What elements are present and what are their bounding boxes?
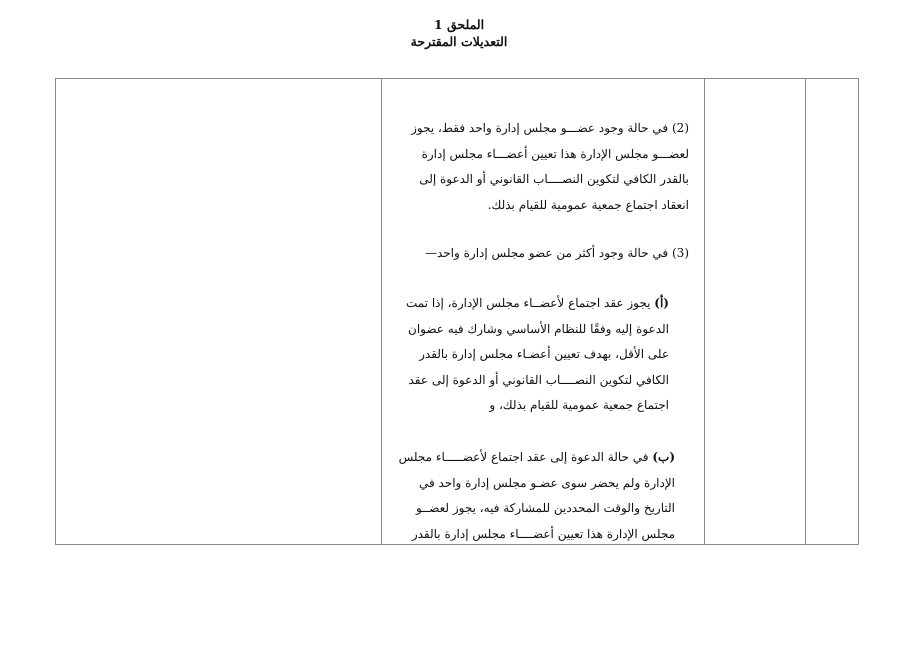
- subparagraph-a-line: على الأقل، بهدف تعيين أعضـاء مجلس إدارة بالقدر: [419, 347, 669, 361]
- subparagraph-b-label: (ب): [652, 450, 675, 464]
- subparagraph-a-text: يجوز عقد اجتماع لأعضــاء مجلس الإدارة، إذا تمت: [405, 296, 651, 310]
- paragraph-2: [389, 116, 689, 218]
- paragraph-2-line: انعقاد اجتماع جمعية عمومية للقيام بذلك.: [487, 197, 689, 212]
- paragraph-3-line: [389, 241, 689, 267]
- paragraph-3-text: في حالة وجود أكثر من عضو مجلس إدارة واحد—: [424, 246, 669, 260]
- paragraph-2-number: (2): [671, 121, 689, 135]
- subparagraph-a-line: الدعوة إليه وفقًا للنظام الأساسي وشارك فيه عضوان: [408, 321, 669, 336]
- proposed-text-cell: [382, 79, 705, 544]
- subparagraph-a-label: (أ): [654, 296, 669, 310]
- amendments-table: [55, 78, 859, 545]
- subparagraph-b-text: في حالة الدعوة إلى عقد اجتماع لأعضـــــاء مجلس: [398, 450, 649, 464]
- page-header: [0, 16, 918, 50]
- subparagraph-b: [389, 445, 675, 544]
- table-column-divider: [805, 79, 806, 544]
- paragraph-3: [389, 241, 689, 267]
- paragraph-3-number: (3): [671, 246, 689, 260]
- subparagraph-a-line: [389, 291, 669, 317]
- paragraph-2-text: في حالة وجود عضـــو مجلس إدارة واحد فقط، يجوز: [411, 121, 669, 135]
- subparagraph-b-line: مجلس الإدارة هذا تعيين أعضــــاء مجلس إدارة بالقدر: [411, 526, 675, 541]
- paragraph-2-line: بالقدر الكافي لتكوين النصــــاب القانوني أو الدعوة إلى: [419, 172, 689, 186]
- paragraph-2-line: لعضـــو مجلس الإدارة هذا تعيين أعضـــاء مجلس إدارة: [421, 146, 689, 161]
- annex-title: الملحق 1: [433, 17, 485, 32]
- subparagraph-a: [389, 291, 669, 419]
- paragraph-2-line: [389, 116, 689, 142]
- annex-subtitle: التعديلات المقترحة: [410, 34, 508, 49]
- subparagraph-b-line: التاريخ والوقت المحددين للمشاركة فيه، يجوز لعضــو: [415, 501, 675, 515]
- subparagraph-b-line: [389, 445, 675, 471]
- subparagraph-b-line: الإدارة ولم يحضر سوى عضـو مجلس إدارة واحد في: [418, 475, 675, 490]
- subparagraph-a-line: الكافي لتكوين النصــــاب القانوني أو الدعوة إلى عقد: [408, 372, 669, 387]
- subparagraph-a-line: اجتماع جمعية عمومية للقيام بذلك، و: [489, 398, 669, 412]
